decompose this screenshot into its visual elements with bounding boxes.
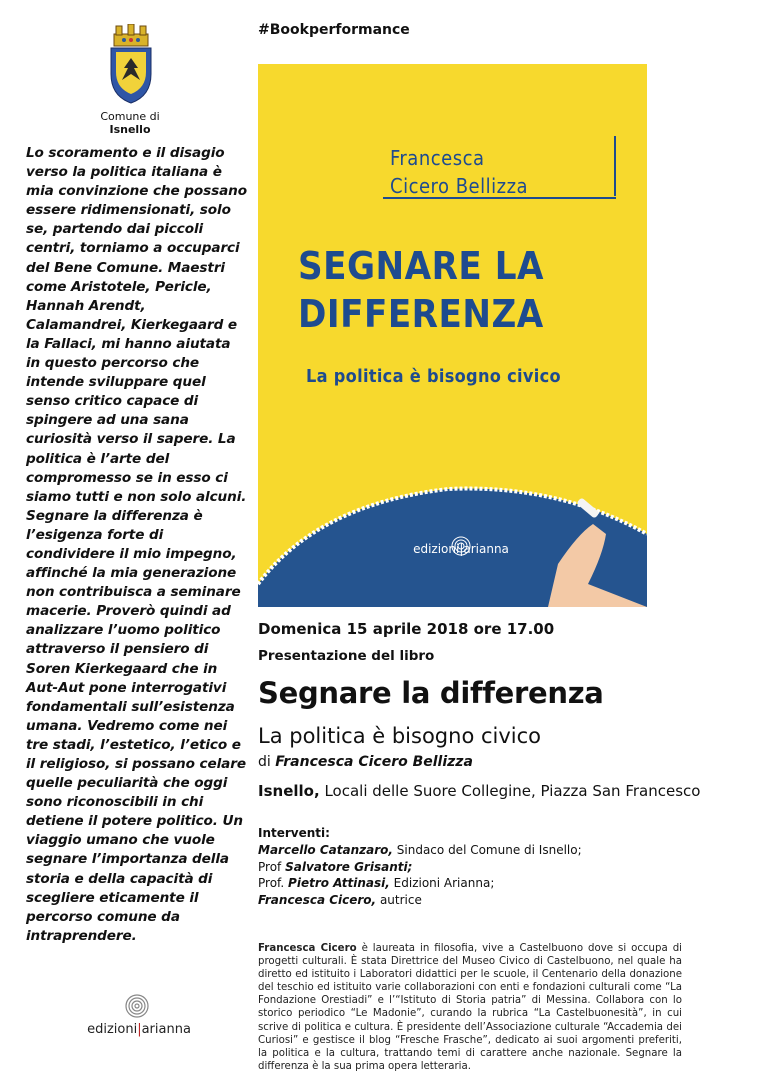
event-venue <box>258 782 700 800</box>
cover-author-first: Francesca <box>390 146 485 170</box>
author-prefix: di <box>258 754 271 770</box>
event-type: Presentazione del libro <box>258 648 435 664</box>
publisher-name-b: arianna <box>141 1022 191 1037</box>
hashtag-title: #Bookperformance <box>258 22 410 38</box>
book-subtitle: La politica è bisogno civico <box>258 724 541 748</box>
bio-text: è laureata in filosofia, vive a Castelbuono dove si occupa di progetti culturali. È stata Direttrice del Museo Civico di Castelbuono, nel quale ha diretto ed istituito i Laboratori didattici per le scuole, il Centenario della donazione del teschio ed istituito varie collaborazioni con enti e fondazioni culturali come “La Fondazione Orestiadi” e l’“Istituto di Storia patria” di Messina. Collabora con lo storico periodico “Le Madonie”, curando la rubrica “La Castelbuonesità”, in cui scrive di politica e cultura. È presidente dell’Associazione culturale “Accademia dei Curiosi” e gestisce il blog “Fresche Frasche”, dedicato ai suoi argomenti preferiti, la politica e la cultura, trattando temi di carattere anche nazionale. Segnare la differenza è la sua prima opera letteraria. <box>258 943 682 1072</box>
cover-subtitle: La politica è bisogno civico <box>306 366 561 387</box>
book-cover <box>258 64 647 607</box>
event-date: Domenica 15 aprile 2018 ore 17.00 <box>258 620 555 638</box>
book-author: Francesca Cicero Bellizza <box>275 754 473 770</box>
book-title: Segnare la differenza <box>258 676 604 710</box>
speaker-name: Salvatore Grisanti; <box>285 859 413 874</box>
cover-author-last: Cicero Bellizza <box>390 174 529 198</box>
publisher-name-a: edizioni <box>87 1022 138 1037</box>
cover-publisher: edizioni|arianna <box>413 542 509 556</box>
comune-crest-icon <box>108 24 154 104</box>
cover-publisher-a: edizioni <box>413 542 460 556</box>
book-author-line <box>258 754 473 770</box>
speaker-name: Pietro Attinasi, <box>288 876 390 890</box>
speaker-item: Prof. Pietro Attinasi, Edizioni Arianna; <box>258 876 495 890</box>
author-bio <box>258 942 682 1073</box>
interventi-title: Interventi: <box>258 826 330 840</box>
speaker-item <box>258 892 678 909</box>
cover-title-line1: SEGNARE LA <box>298 244 544 288</box>
intro-text: Lo scoramento e il disagio verso la politica italiana è mia convinzione che possano essere ridimensionati, solo se, partendo dai piccoli centri, torniamo a occuparci del Bene Comune. Maestri come Aristotele, Pericle, Hannah Arendt, Calamandrei, Kierkegaard e la Fallaci, mi hanno aiutata in questo percorso che intende sviluppare quel senso critico capace di spingere ad una sana curiosità verso il sapere. La politica è l’arte del compromesso se in esso ci siamo tutti e non solo alcuni. Segnare la differenza è l’esigenza forte di condividere il mio impegno, affinché la mia generazione non contribuisca a seminare macerie. Proverò quindi ad analizzare l’uomo politico attraverso il pensiero di Soren Kierkegaard che in Aut-Aut pone interrogativi fondamentali sull’esistenza umana. Vedremo come nei tre stadi, l’estetico, l’etico e il religioso, si possano celare quelle peculiarità che oggi sono riconoscibili in chi detiene il potere politico. Un viaggio umano che vuole segnare l’importanza della storia e della capacità di scegliere eticamente il percorso comune da intraprendere. <box>26 145 247 944</box>
interventi-list <box>258 842 678 908</box>
speaker-role: Sindaco del Comune di Isnello; <box>396 843 582 857</box>
publisher-name-bottom: edizioni|arianna <box>87 1022 191 1037</box>
speaker-item: Prof Salvatore Grisanti; <box>258 859 413 874</box>
comune-label <box>80 110 180 136</box>
speaker-name: Francesca Cicero, <box>258 892 377 907</box>
cover-title-line2: DIFFERENZA <box>298 292 544 336</box>
cover-title <box>298 242 638 338</box>
comune-label-line1: Comune di <box>100 110 160 123</box>
bio-name: Francesca Cicero <box>258 943 357 954</box>
venue-town: Isnello, <box>258 782 320 800</box>
speaker-item <box>258 842 678 859</box>
venue-place: Locali delle Suore Collegine, Piazza San Francesco <box>324 782 701 800</box>
cover-publisher-b: arianna <box>463 542 509 556</box>
speaker-role: Edizioni Arianna; <box>393 876 495 890</box>
speaker-role: autrice <box>379 892 422 907</box>
speaker-name: Marcello Catanzaro, <box>258 843 393 857</box>
comune-label-line2: Isnello <box>109 123 151 136</box>
